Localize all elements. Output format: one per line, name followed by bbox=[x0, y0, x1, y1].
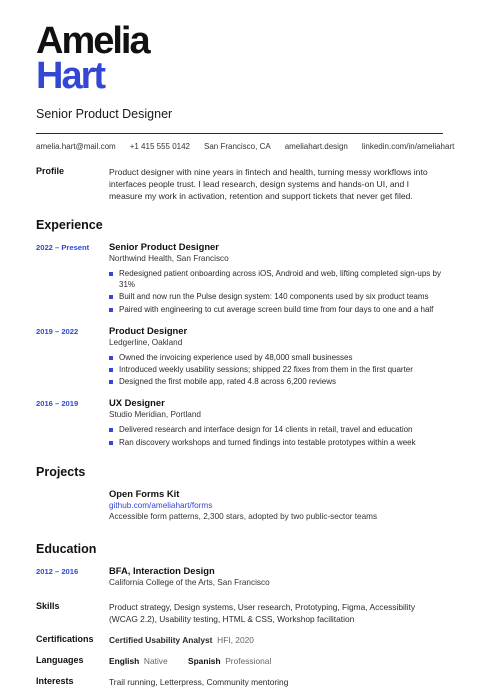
candidate-name bbox=[36, 20, 443, 97]
last-name: Hart bbox=[36, 55, 105, 97]
languages-section bbox=[36, 655, 443, 667]
skills-section bbox=[36, 601, 443, 625]
language-name: Spanish bbox=[187, 655, 221, 666]
resume-page bbox=[36, 20, 455, 697]
bullet-item: Redesigned patient onboarding across iOS, Android and web, lifting completed sign-ups by 31% bbox=[109, 268, 443, 290]
bullet-item: Owned the invoicing experience used by 48,000 small businesses bbox=[109, 352, 443, 363]
project-name: Open Forms Kit bbox=[109, 487, 180, 499]
profile-section bbox=[36, 166, 443, 202]
first-name: Amelia bbox=[36, 20, 149, 62]
language-item bbox=[109, 656, 170, 666]
contact-phone[interactable]: +1 415 555 0142 bbox=[129, 142, 190, 151]
experience-heading: Experience bbox=[36, 218, 103, 232]
language-item bbox=[188, 656, 271, 666]
bullet-item: Introduced weekly usability sessions; shipped 22 fixes from them in the first quarter bbox=[109, 364, 443, 375]
certifications-label: Certifications bbox=[36, 633, 94, 644]
job-bullets bbox=[109, 352, 443, 388]
extra-sections bbox=[36, 601, 443, 688]
interests-label: Interests bbox=[36, 675, 74, 686]
education-heading: Education bbox=[36, 541, 97, 556]
job-org: Northwind Health, San Francisco bbox=[109, 254, 229, 263]
job-title: UX Designer bbox=[109, 397, 165, 409]
job-title: Product Designer bbox=[109, 324, 188, 336]
project-entry bbox=[36, 488, 443, 526]
project-link[interactable]: github.com/ameliahart/forms bbox=[109, 500, 213, 510]
bullet-item: Built and now run the Pulse design system: 140 components used by six product teams bbox=[109, 291, 443, 302]
education-degree: BFA, Interaction Design bbox=[109, 564, 215, 576]
job-dates: 2019 – 2022 bbox=[36, 326, 79, 336]
education-school: California College of the Arts, San Francisco bbox=[109, 577, 270, 587]
contact-bar bbox=[36, 133, 455, 151]
bullet-item: Paired with engineering to cut average screen build time from four days to one and a half bbox=[109, 304, 443, 315]
job-role: Senior Product Designer bbox=[36, 107, 173, 121]
job-dates: 2016 – 2019 bbox=[36, 399, 79, 409]
contact-website[interactable]: ameliahart.design bbox=[284, 142, 348, 151]
job-bullets bbox=[109, 268, 443, 315]
language-level: Native bbox=[143, 655, 168, 666]
job-org: Studio Meridian, Portland bbox=[109, 410, 201, 420]
contact-linkedin[interactable]: linkedin.com/in/ameliahart bbox=[361, 142, 455, 151]
education-entry bbox=[36, 565, 443, 592]
job-bullets bbox=[109, 424, 443, 447]
contact-location: San Francisco, CA bbox=[203, 142, 271, 151]
certification-detail: HFI, 2020 bbox=[217, 634, 254, 645]
bullet-item: Ran discovery workshops and turned findings into testable prototypes within a week bbox=[109, 437, 443, 448]
interests-section bbox=[36, 676, 443, 688]
language-level: Professional bbox=[225, 655, 272, 666]
job-dates: 2022 – Present bbox=[36, 243, 90, 252]
bullet-item: Designed the first mobile app, rated 4.8 across 6,200 reviews bbox=[109, 376, 443, 387]
bullet-item: Delivered research and interface design for 14 clients in retail, travel and education bbox=[109, 424, 443, 435]
job-entry bbox=[36, 325, 443, 389]
language-name: English bbox=[109, 655, 140, 666]
job-title: Senior Product Designer bbox=[109, 241, 219, 252]
profile-label: Profile bbox=[36, 166, 65, 176]
job-entry bbox=[36, 241, 443, 316]
skills-label: Skills bbox=[36, 600, 60, 611]
languages-label: Languages bbox=[36, 654, 84, 665]
skills-text: Product strategy, Design systems, User research, Prototyping, Figma, Accessibility (WCAG 2.2), Usability testing, HTML & CSS, Workshop facilitation bbox=[109, 601, 416, 624]
education-dates: 2012 – 2016 bbox=[36, 566, 79, 576]
interests-text: Trail running, Letterpress, Community mentoring bbox=[109, 676, 289, 687]
projects-heading: Projects bbox=[36, 464, 86, 479]
job-entry bbox=[36, 397, 443, 448]
certifications-section bbox=[36, 634, 443, 646]
project-desc: Accessible form patterns, 2,300 stars, adopted by two public-sector teams bbox=[109, 511, 378, 521]
job-org: Ledgerline, Oakland bbox=[109, 337, 183, 347]
profile-text: Product designer with nine years in fintech and health, turning messy workflows into interfaces people trust. I lead research, design systems and hands-on UI, and I measure my work in activation, retention and support tickets that never get filed. bbox=[109, 167, 428, 201]
certification-name: Certified Usability Analyst bbox=[109, 634, 213, 645]
contact-email[interactable]: amelia.hart@mail.com bbox=[36, 142, 116, 151]
